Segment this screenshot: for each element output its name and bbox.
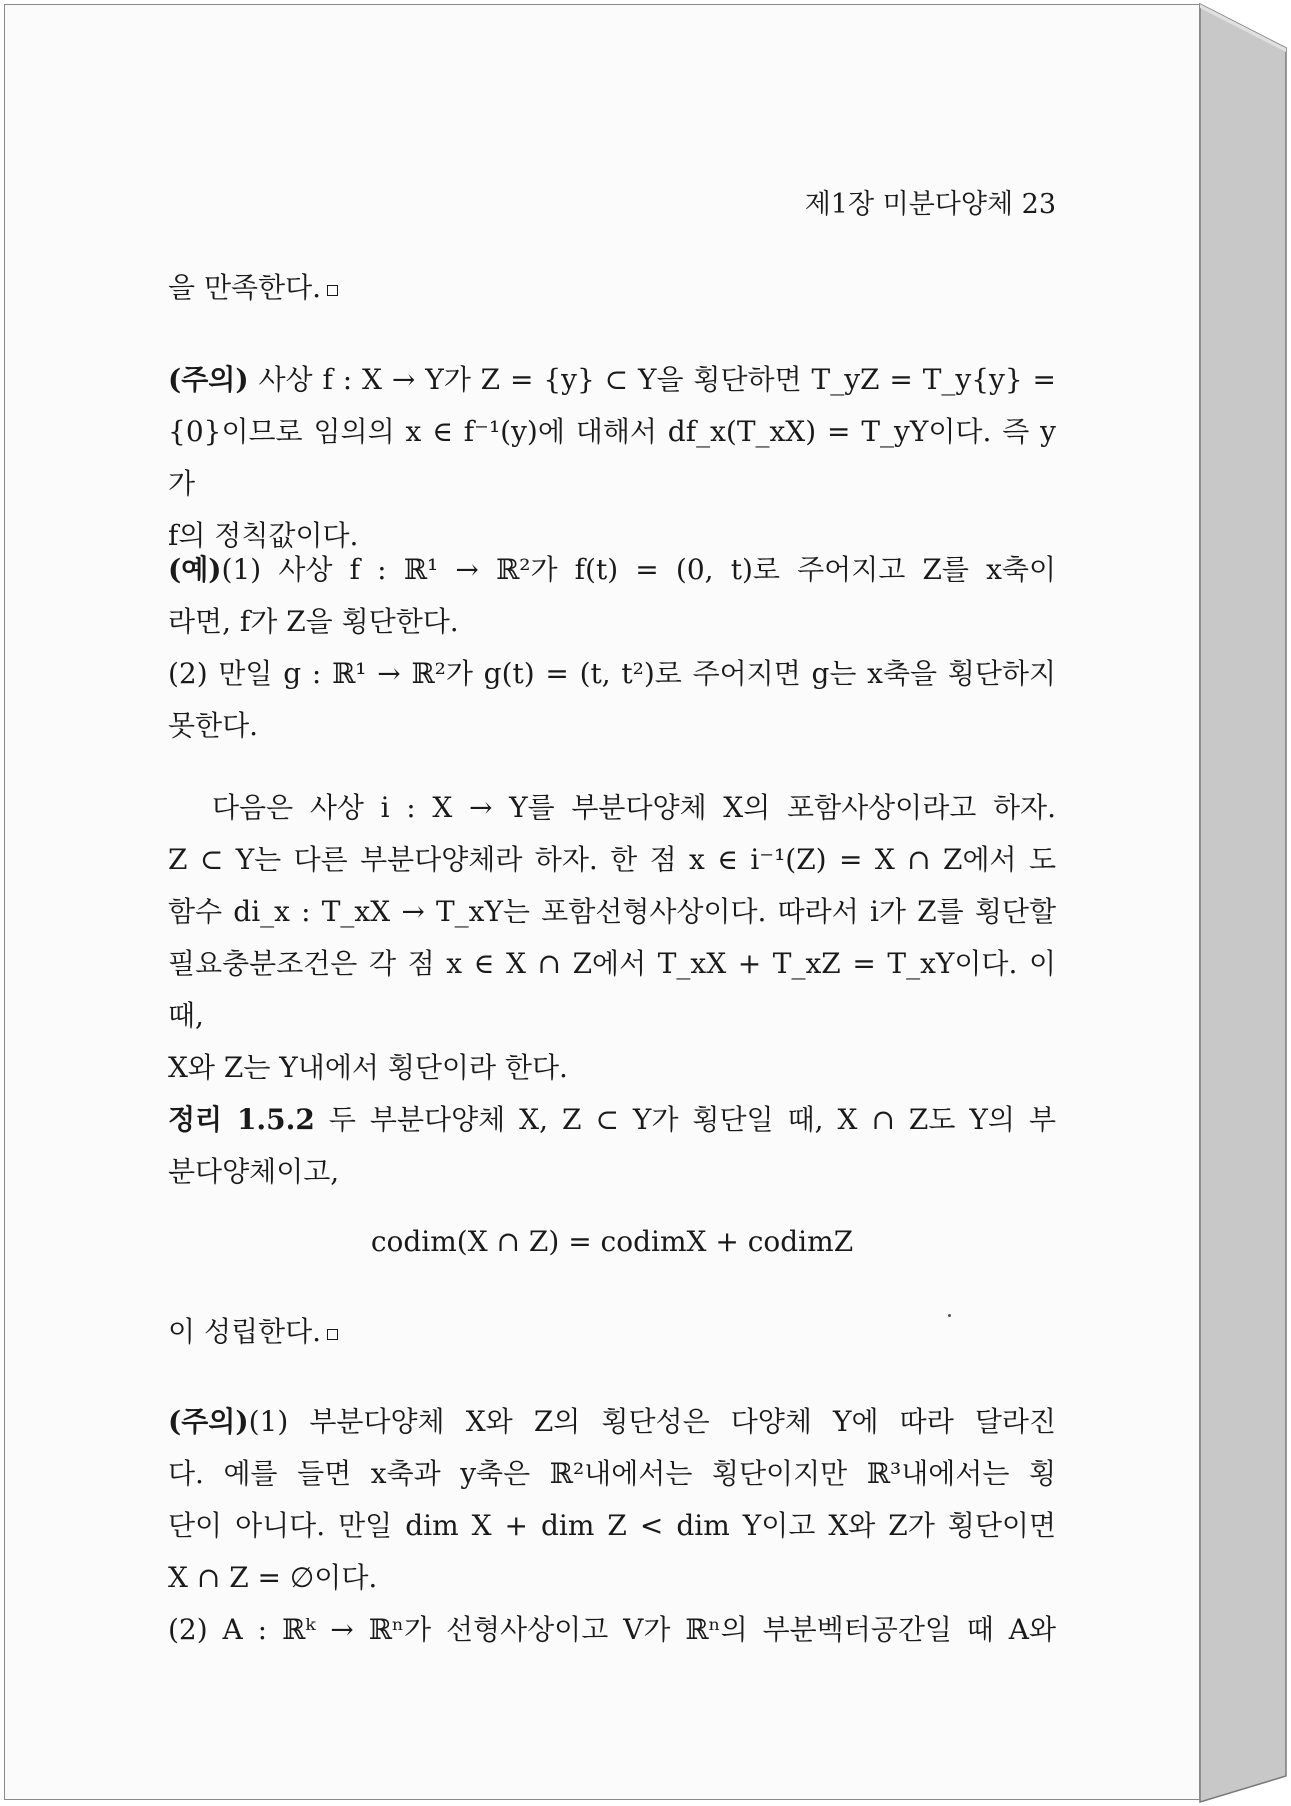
body-line-2: Z ⊂ Y는 다른 부분다양체라 하자. 한 점 x ∈ i⁻¹(Z) = X ∩ Z에서 도 (168, 843, 1056, 876)
body-paragraph (168, 782, 1056, 1094)
example-label: (예) (168, 553, 222, 586)
paragraph-conclusion-previous (168, 262, 1056, 314)
remark-1-label: (주의) (168, 363, 249, 396)
theorem-label: 정리 1.5.2 (168, 1103, 315, 1136)
body-line-4: 필요충분조건은 각 점 x ∈ X ∩ Z에서 T_xX + T_xZ = T_xY이다. 이 때, (168, 947, 1056, 1032)
remark-2-line-2: 다. 예를 들면 x축과 y축은 ℝ²내에서는 횡단이지만 ℝ³내에서는 횡 (168, 1457, 1056, 1490)
theorem-formula (168, 1216, 1056, 1268)
theorem-conclusion (168, 1306, 1056, 1358)
theorem-line-2: 분다양체이고, (168, 1155, 340, 1188)
theorem-1-5-2 (168, 1094, 1056, 1198)
remark-1-line-1: (주의) 사상 f : X → Y가 Z = {y} ⊂ Y을 횡단하면 T_yZ = T_y{y} = (168, 363, 1056, 396)
remark-2-label: (주의) (168, 1405, 249, 1438)
qed-box-icon (327, 1329, 338, 1340)
example-line-1: (예)(1) 사상 f : ℝ¹ → ℝ²가 f(t) = (0, t)로 주어지고 Z를 x축이 (168, 553, 1056, 586)
remark-2-line-3: 단이 아니다. 만일 dim X + dim Z < dim Y이고 X와 Z가 횡단이면 (168, 1509, 1056, 1542)
example-line-4: 못한다. (168, 709, 259, 742)
text-holds: 이 성립한다. (168, 1315, 322, 1348)
theorem-line-1: 정리 1.5.2 두 부분다양체 X, Z ⊂ Y가 횡단일 때, X ∩ Z도 Y의 부 (168, 1103, 1056, 1136)
example-line-3: (2) 만일 g : ℝ¹ → ℝ²가 g(t) = (t, t²)로 주어지면 g는 x축을 횡단하지 (168, 657, 1056, 690)
remark-1-line-3: f의 정칙값이다. (168, 519, 359, 552)
text-satisfies: 을 만족한다. (168, 271, 322, 304)
remark-2 (168, 1396, 1056, 1656)
example (168, 544, 1056, 752)
remark-1-line-2: {0}이므로 임의의 x ∈ f⁻¹(y)에 대해서 df_x(T_xX) = T_yY이다. 즉 y가 (168, 415, 1056, 500)
body-line-5: X와 Z는 Y내에서 횡단이라 한다. (168, 1051, 568, 1084)
qed-box-icon (327, 285, 338, 296)
running-head: 제1장 미분다양체 23 (804, 189, 1056, 220)
scan-speck (948, 1314, 951, 1317)
body-line-1: 다음은 사상 i : X → Y를 부분다양체 X의 포함사상이라고 하자. (212, 791, 1056, 824)
remark-2-line-1: (주의)(1) 부분다양체 X와 Z의 횡단성은 다양체 Y에 따라 달라진 (168, 1405, 1056, 1438)
body-line-3: 함수 di_x : T_xX → T_xY는 포함선형사상이다. 따라서 i가 Z를 횡단할 (168, 895, 1056, 928)
example-line-2: 라면, f가 Z을 횡단한다. (168, 605, 459, 638)
formula-codim: codim(X ∩ Z) = codimX + codimZ (370, 1225, 854, 1258)
remark-2-line-5: (2) A : ℝᵏ → ℝⁿ가 선형사상이고 V가 ℝⁿ의 부분벡터공간일 때 A와 (168, 1613, 1056, 1646)
remark-1 (168, 354, 1056, 562)
remark-2-line-4: X ∩ Z = ∅이다. (168, 1561, 378, 1594)
